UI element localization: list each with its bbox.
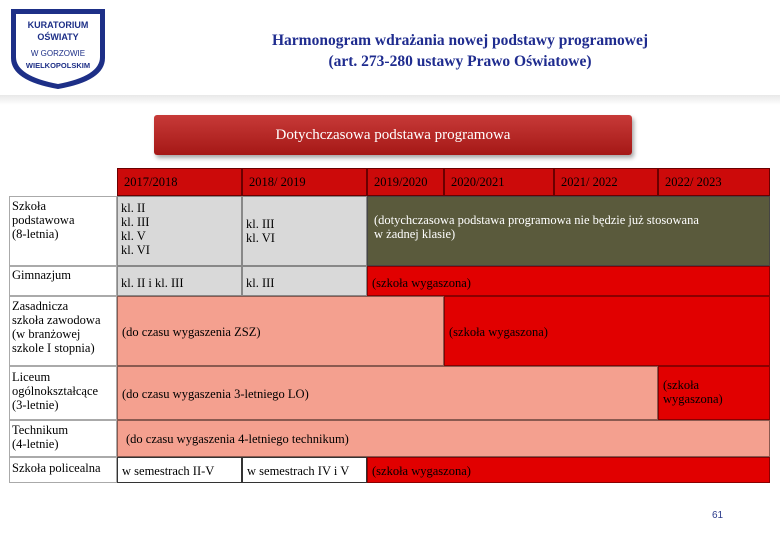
row-label-szkola-podstawowa (9, 196, 117, 266)
cell-zasadnicza-note: (szkoła wygaszona) (444, 296, 770, 366)
note-line: (dotychczasowa podstawa programowa nie będzie już stosowana (374, 213, 699, 227)
label-line: (3-letnie) (12, 398, 59, 412)
year-header: 2017/2018 (117, 168, 242, 196)
label-line: (4-letnie) (12, 437, 59, 451)
cell-policealna-note: (szkoła wygaszona) (367, 457, 770, 483)
row-label-zasadnicza (9, 296, 117, 366)
label-line: Liceum (12, 370, 51, 384)
title-line-1: Harmonogram wdrażania nowej podstawy programowej (272, 32, 648, 49)
label-line: Zasadnicza (12, 299, 69, 313)
row-label-liceum (9, 366, 117, 420)
note-line: wygaszona) (663, 392, 723, 406)
banner: Dotychczasowa podstawa programowa (154, 115, 632, 155)
logo-line: KURATORIUM (27, 20, 89, 30)
label-line: (w branżowej (12, 327, 81, 341)
class-item: kl. VI (121, 243, 150, 257)
label-line: (8-letnia) (12, 227, 59, 241)
row-label-technikum (9, 420, 117, 457)
year-header: 2020/2021 (444, 168, 554, 196)
class-item: kl. VI (246, 231, 275, 245)
cell-zasadnicza-active: (do czasu wygaszenia ZSZ) (117, 296, 444, 366)
class-item: kl. III (246, 217, 275, 231)
row-label-gimnazjum: Gimnazjum (9, 266, 117, 296)
cell-podstawowa-2018 (242, 196, 367, 266)
class-item: kl. III (121, 215, 150, 229)
label-line: szkoła zawodowa (12, 313, 101, 327)
cell-podstawowa-note (367, 196, 770, 266)
label-line: podstawowa (12, 213, 75, 227)
logo-line: W GORZOWIE (30, 49, 86, 58)
title-line-2: (art. 273-280 ustawy Prawo Oświatowe) (328, 53, 592, 70)
cell-gimnazjum-2018: kl. III (242, 266, 367, 296)
cell-liceum-active: (do czasu wygaszenia 3-letniego LO) (117, 366, 658, 420)
cell-gimnazjum-2017: kl. II i kl. III (117, 266, 242, 296)
note-line: w żadnej klasie) (374, 227, 456, 241)
cell-technikum-active: (do czasu wygaszenia 4-letniego technikum) (117, 420, 770, 457)
class-item: kl. II (121, 201, 146, 215)
label-line: Technikum (12, 423, 69, 437)
label-line: ogólnokształcące (12, 384, 99, 398)
header-divider (0, 95, 780, 105)
page-number: 61 (712, 510, 724, 521)
year-header: 2022/ 2023 (658, 168, 770, 196)
cell-gimnazjum-note: (szkoła wygaszona) (367, 266, 770, 296)
logo-line: OŚWIATY (37, 32, 79, 42)
year-header: 2019/2020 (367, 168, 444, 196)
label-line: szkole I stopnia) (12, 341, 95, 355)
logo-line: WIELKOPOLSKIM (25, 61, 91, 70)
cell-podstawowa-2017 (117, 196, 242, 266)
row-label-policealna: Szkoła policealna (9, 457, 117, 483)
note-line: (szkoła (663, 378, 700, 392)
label-line: Szkoła (12, 199, 47, 213)
kuratorium-logo (6, 6, 110, 90)
year-header: 2018/ 2019 (242, 168, 367, 196)
cell-policealna-2018: w semestrach IV i V (242, 457, 367, 483)
year-header: 2021/ 2022 (554, 168, 658, 196)
cell-liceum-note (658, 366, 770, 420)
cell-policealna-2017: w semestrach II-V (117, 457, 242, 483)
class-item: kl. V (121, 229, 146, 243)
page-title (180, 30, 740, 72)
